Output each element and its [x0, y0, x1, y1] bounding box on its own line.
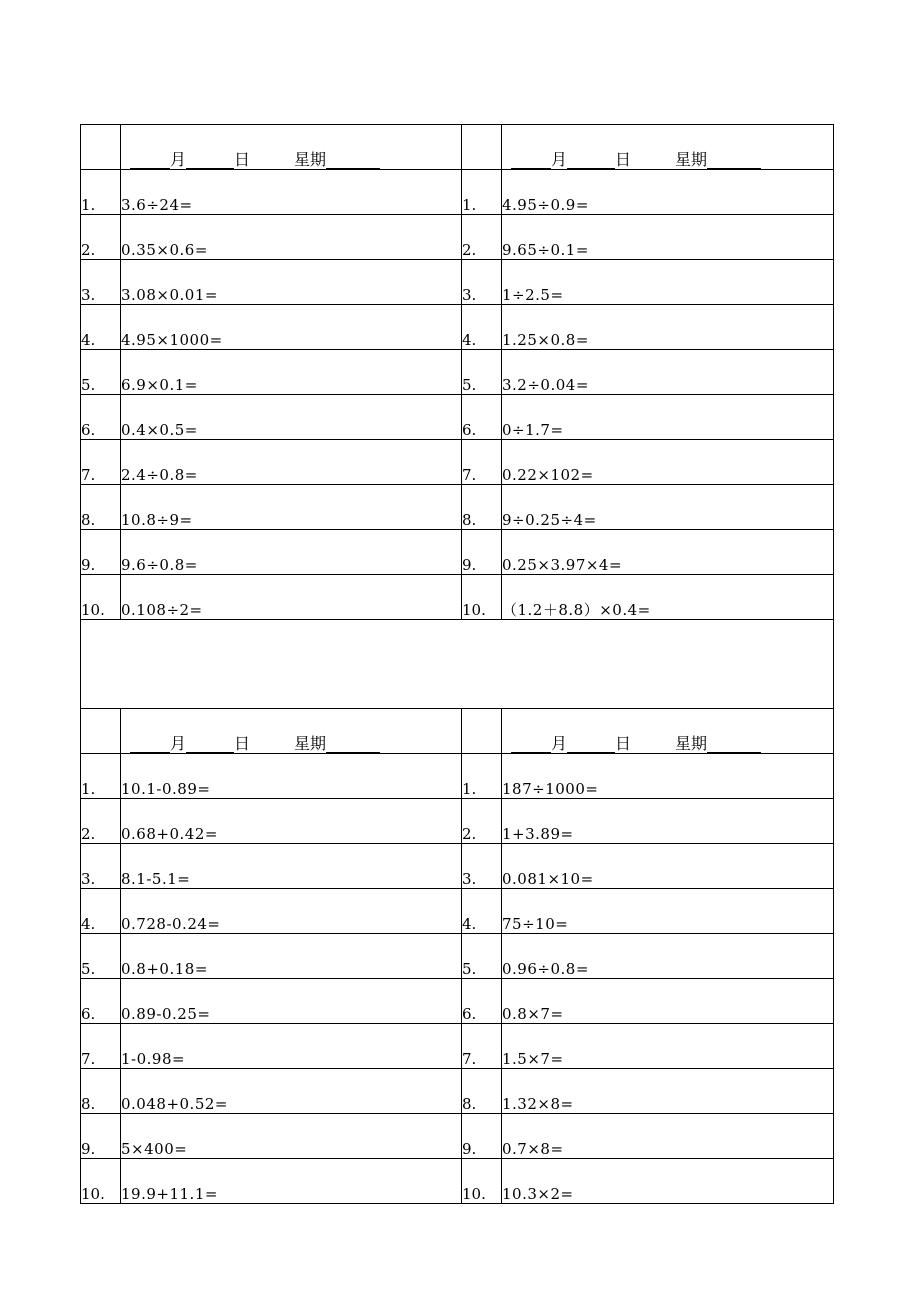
- header-number-cell: [81, 709, 121, 754]
- problem-number: 8.: [462, 1069, 502, 1114]
- problem-number: 3.: [81, 260, 121, 305]
- weekday-label: 星期: [675, 150, 708, 169]
- problem-expression: 5×400=: [121, 1114, 462, 1159]
- problem-row: [81, 305, 834, 350]
- problem-number: 9.: [462, 1114, 502, 1159]
- header-date-cell: [502, 125, 834, 170]
- problem-expression: 2.4÷0.8=: [121, 440, 462, 485]
- header-date-cell: [121, 125, 462, 170]
- weekday-label: 星期: [294, 734, 327, 753]
- problem-expression: 4.95×1000=: [121, 305, 462, 350]
- problem-expression: 0.22×102=: [502, 440, 834, 485]
- date-header-row: [81, 709, 834, 754]
- problem-number: 2.: [81, 799, 121, 844]
- problem-number: 7.: [462, 440, 502, 485]
- problem-row: [81, 889, 834, 934]
- problem-row: [81, 350, 834, 395]
- problem-number: 5.: [462, 350, 502, 395]
- day-label: 日: [234, 150, 251, 169]
- problem-number: 9.: [81, 1114, 121, 1159]
- problem-number: 8.: [81, 485, 121, 530]
- problem-expression: 3.08×0.01=: [121, 260, 462, 305]
- month-blank[interactable]: [511, 152, 551, 169]
- month-label: 月: [551, 150, 568, 169]
- problem-number: 6.: [462, 395, 502, 440]
- problem-expression: 10.3×2=: [502, 1159, 834, 1204]
- problem-row: [81, 575, 834, 620]
- problem-expression: （1.2＋8.8）×0.4=: [502, 575, 834, 620]
- problem-row: [81, 1069, 834, 1114]
- problem-row: [81, 530, 834, 575]
- header-number-cell: [81, 125, 121, 170]
- month-blank[interactable]: [130, 736, 170, 753]
- month-label: 月: [170, 734, 187, 753]
- problem-row: [81, 170, 834, 215]
- problem-expression: 1.32×8=: [502, 1069, 834, 1114]
- problem-expression: 9.65÷0.1=: [502, 215, 834, 260]
- problem-row: [81, 1114, 834, 1159]
- problem-row: [81, 799, 834, 844]
- problem-expression: 9.6÷0.8=: [121, 530, 462, 575]
- problem-row: [81, 754, 834, 799]
- worksheet-table: [80, 124, 834, 1204]
- block-separator: [81, 620, 834, 709]
- problem-expression: 0.8×7=: [502, 979, 834, 1024]
- problem-expression: 0.96÷0.8=: [502, 934, 834, 979]
- problem-row: [81, 934, 834, 979]
- month-blank[interactable]: [511, 736, 551, 753]
- day-label: 日: [615, 734, 632, 753]
- day-blank[interactable]: [186, 152, 234, 169]
- problem-number: 5.: [81, 350, 121, 395]
- header-number-cell: [462, 709, 502, 754]
- problem-number: 7.: [81, 440, 121, 485]
- header-number-cell: [462, 125, 502, 170]
- day-blank[interactable]: [567, 736, 615, 753]
- problem-expression: 75÷10=: [502, 889, 834, 934]
- problem-row: [81, 440, 834, 485]
- problem-row: [81, 844, 834, 889]
- problem-number: 7.: [81, 1024, 121, 1069]
- problem-number: 4.: [81, 889, 121, 934]
- problem-row: [81, 1024, 834, 1069]
- problem-row: [81, 260, 834, 305]
- problem-expression: 0.081×10=: [502, 844, 834, 889]
- month-blank[interactable]: [130, 152, 170, 169]
- problem-expression: 9÷0.25÷4=: [502, 485, 834, 530]
- problem-number: 2.: [81, 215, 121, 260]
- problem-expression: 0.048+0.52=: [121, 1069, 462, 1114]
- problem-expression: 6.9×0.1=: [121, 350, 462, 395]
- problem-number: 1.: [81, 754, 121, 799]
- date-line: [121, 151, 380, 169]
- weekday-blank[interactable]: [707, 152, 761, 169]
- problem-row: [81, 979, 834, 1024]
- problem-expression: 1-0.98=: [121, 1024, 462, 1069]
- problem-expression: 1.25×0.8=: [502, 305, 834, 350]
- problem-number: 8.: [462, 485, 502, 530]
- problem-row: [81, 1159, 834, 1204]
- problem-number: 8.: [81, 1069, 121, 1114]
- problem-number: 6.: [81, 979, 121, 1024]
- date-header-row: [81, 125, 834, 170]
- problem-expression: 3.6÷24=: [121, 170, 462, 215]
- problem-number: 5.: [81, 934, 121, 979]
- problem-expression: 10.1-0.89=: [121, 754, 462, 799]
- problem-expression: 1÷2.5=: [502, 260, 834, 305]
- problem-number: 5.: [462, 934, 502, 979]
- problem-number: 9.: [462, 530, 502, 575]
- problem-expression: 0.7×8=: [502, 1114, 834, 1159]
- problem-expression: 0.4×0.5=: [121, 395, 462, 440]
- problem-expression: 0÷1.7=: [502, 395, 834, 440]
- problem-expression: 4.95÷0.9=: [502, 170, 834, 215]
- problem-number: 10.: [462, 1159, 502, 1204]
- day-label: 日: [615, 150, 632, 169]
- problem-expression: 0.728-0.24=: [121, 889, 462, 934]
- problem-row: [81, 395, 834, 440]
- header-date-cell: [502, 709, 834, 754]
- problem-expression: 19.9+11.1=: [121, 1159, 462, 1204]
- problem-number: 6.: [81, 395, 121, 440]
- problem-number: 10.: [462, 575, 502, 620]
- problem-expression: 0.35×0.6=: [121, 215, 462, 260]
- problem-number: 4.: [462, 889, 502, 934]
- weekday-blank[interactable]: [707, 736, 761, 753]
- date-line: [121, 735, 380, 753]
- day-blank[interactable]: [186, 736, 234, 753]
- problem-number: 4.: [81, 305, 121, 350]
- problem-number: 7.: [462, 1024, 502, 1069]
- problem-number: 6.: [462, 979, 502, 1024]
- date-line: [502, 151, 761, 169]
- problem-number: 9.: [81, 530, 121, 575]
- problem-number: 3.: [462, 260, 502, 305]
- problem-number: 3.: [462, 844, 502, 889]
- problem-expression: 1+3.89=: [502, 799, 834, 844]
- problem-row: [81, 485, 834, 530]
- problem-number: 1.: [462, 170, 502, 215]
- weekday-blank[interactable]: [326, 736, 380, 753]
- weekday-label: 星期: [294, 150, 327, 169]
- day-blank[interactable]: [567, 152, 615, 169]
- problem-expression: 0.25×3.97×4=: [502, 530, 834, 575]
- problem-expression: 3.2÷0.04=: [502, 350, 834, 395]
- problem-expression: 0.68+0.42=: [121, 799, 462, 844]
- problem-expression: 10.8÷9=: [121, 485, 462, 530]
- problem-number: 2.: [462, 215, 502, 260]
- problem-number: 1.: [462, 754, 502, 799]
- problem-expression: 187÷1000=: [502, 754, 834, 799]
- problem-number: 3.: [81, 844, 121, 889]
- problem-number: 1.: [81, 170, 121, 215]
- problem-number: 2.: [462, 799, 502, 844]
- weekday-label: 星期: [675, 734, 708, 753]
- problem-expression: 0.89-0.25=: [121, 979, 462, 1024]
- problem-number: 10.: [81, 1159, 121, 1204]
- date-line: [502, 735, 761, 753]
- header-date-cell: [121, 709, 462, 754]
- worksheet: [80, 124, 832, 1204]
- problem-expression: 0.8+0.18=: [121, 934, 462, 979]
- problem-number: 10.: [81, 575, 121, 620]
- problem-number: 4.: [462, 305, 502, 350]
- problem-expression: 0.108÷2=: [121, 575, 462, 620]
- day-label: 日: [234, 734, 251, 753]
- problem-expression: 8.1-5.1=: [121, 844, 462, 889]
- month-label: 月: [551, 734, 568, 753]
- weekday-blank[interactable]: [326, 152, 380, 169]
- problem-expression: 1.5×7=: [502, 1024, 834, 1069]
- problem-row: [81, 215, 834, 260]
- month-label: 月: [170, 150, 187, 169]
